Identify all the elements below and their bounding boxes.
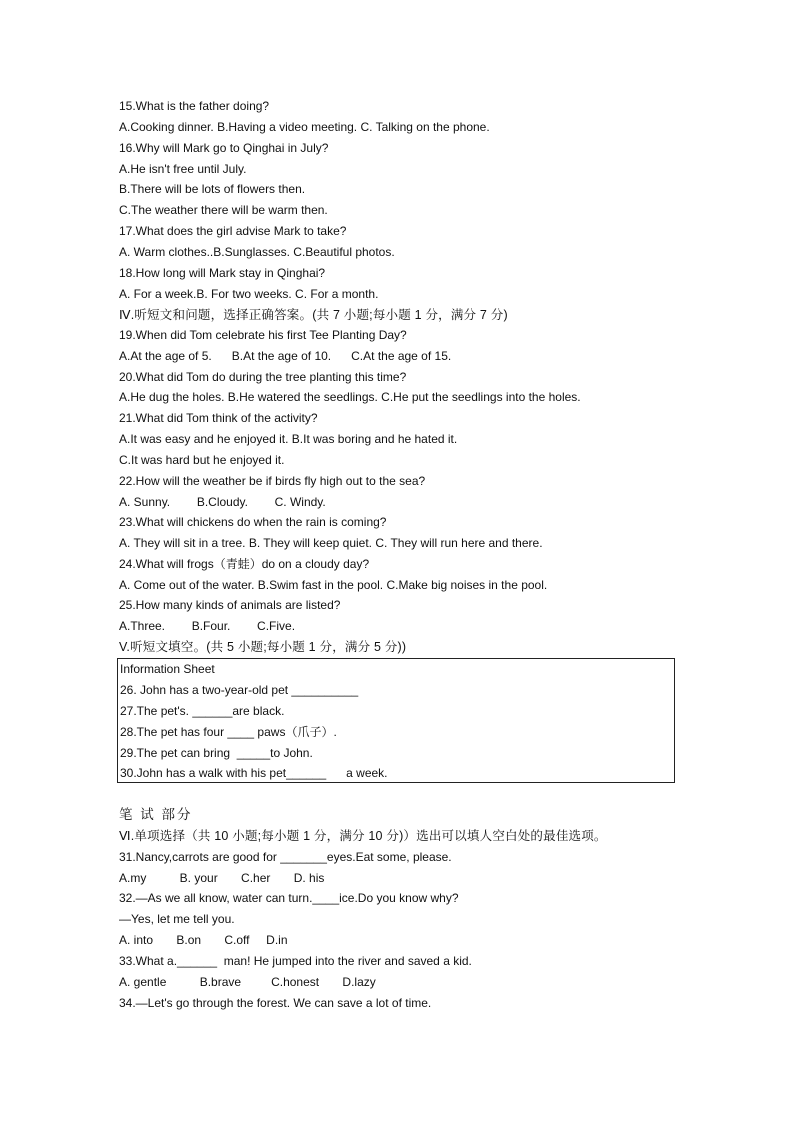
question-33: 33.What a.______ man! He jumped into the river and saved a kid. [119, 954, 472, 968]
question-15: 15.What is the father doing? [119, 99, 270, 113]
options-33: A. gentle B.brave C.honest D.lazy [119, 975, 376, 989]
info-item-30: 30.John has a walk with his pet______ a week. [120, 766, 388, 780]
question-20: 20.What did Tom do during the tree planting this time? [119, 370, 407, 384]
question-34: 34.—Let's go through the forest. We can save a lot of time. [119, 996, 432, 1010]
section-4-heading: Ⅳ.听短文和问题，选择正确答案。(共 7 小题;每小题 1 分，满分 7 分) [119, 308, 508, 322]
info-item-28: 28.The pet has four ____ paws（爪子）. [120, 725, 337, 739]
option-16b: B.There will be lots of flowers then. [119, 182, 306, 196]
question-18: 18.How long will Mark stay in Qinghai? [119, 266, 326, 280]
option-16c: C.The weather there will be warm then. [119, 203, 328, 217]
info-item-29: 29.The pet can bring _____to John. [120, 746, 313, 760]
question-19: 19.When did Tom celebrate his first Tee Planting Day? [119, 328, 407, 342]
info-sheet-title: Information Sheet [120, 662, 215, 676]
option-16a: A.He isn't free until July. [119, 162, 247, 176]
question-24: 24.What will frogs（青蛙）do on a cloudy day? [119, 557, 370, 571]
section-5-heading: V.听短文填空。(共 5 小题;每小题 1 分，满分 5 分)) [119, 640, 407, 654]
options-19: A.At the age of 5. B.At the age of 10. C.At the age of 15. [119, 349, 452, 363]
information-sheet-box [117, 658, 675, 783]
info-item-26: 26. John has a two-year-old pet __________ [120, 683, 359, 697]
options-25: A.Three. B.Four. C.Five. [119, 619, 296, 633]
question-32-reply: —Yes, let me tell you. [119, 912, 235, 926]
options-18: A. For a week.B. For two weeks. C. For a month. [119, 287, 379, 301]
question-31: 31.Nancy,carrots are good for _______eyes.Eat some, please. [119, 850, 452, 864]
option-21c: C.It was hard but he enjoyed it. [119, 453, 285, 467]
question-25: 25.How many kinds of animals are listed? [119, 598, 341, 612]
info-item-27: 27.The pet's. ______are black. [120, 704, 285, 718]
question-22: 22.How will the weather be if birds fly high out to the sea? [119, 474, 426, 488]
options-22: A. Sunny. B.Cloudy. C. Windy. [119, 495, 326, 509]
options-24: A. Come out of the water. B.Swim fast in the pool. C.Make big noises in the pool. [119, 578, 548, 592]
options-15: A.Cooking dinner. B.Having a video meeting. C. Talking on the phone. [119, 120, 490, 134]
options-23: A. They will sit in a tree. B. They will keep quiet. C. They will run here and there. [119, 536, 543, 550]
options-32: A. into B.on C.off D.in [119, 933, 288, 947]
written-part-title: 笔 试 部分 [119, 807, 193, 822]
question-21: 21.What did Tom think of the activity? [119, 411, 318, 425]
options-31: A.my B. your C.her D. his [119, 871, 325, 885]
question-32: 32.—As we all know, water can turn.____ice.Do you know why? [119, 891, 459, 905]
options-21ab: A.It was easy and he enjoyed it. B.It was boring and he hated it. [119, 432, 458, 446]
options-20: A.He dug the holes. B.He watered the seedlings. C.He put the seedlings into the holes. [119, 390, 581, 404]
options-17: A. Warm clothes..B.Sunglasses. C.Beautiful photos. [119, 245, 395, 259]
question-16: 16.Why will Mark go to Qinghai in July? [119, 141, 329, 155]
question-17: 17.What does the girl advise Mark to take? [119, 224, 347, 238]
question-23: 23.What will chickens do when the rain is coming? [119, 515, 387, 529]
section-6-heading: Ⅵ.单项选择（共 10 小题;每小题 1 分，满分 10 分)）选出可以填人空白处的最佳选项。 [119, 829, 607, 843]
